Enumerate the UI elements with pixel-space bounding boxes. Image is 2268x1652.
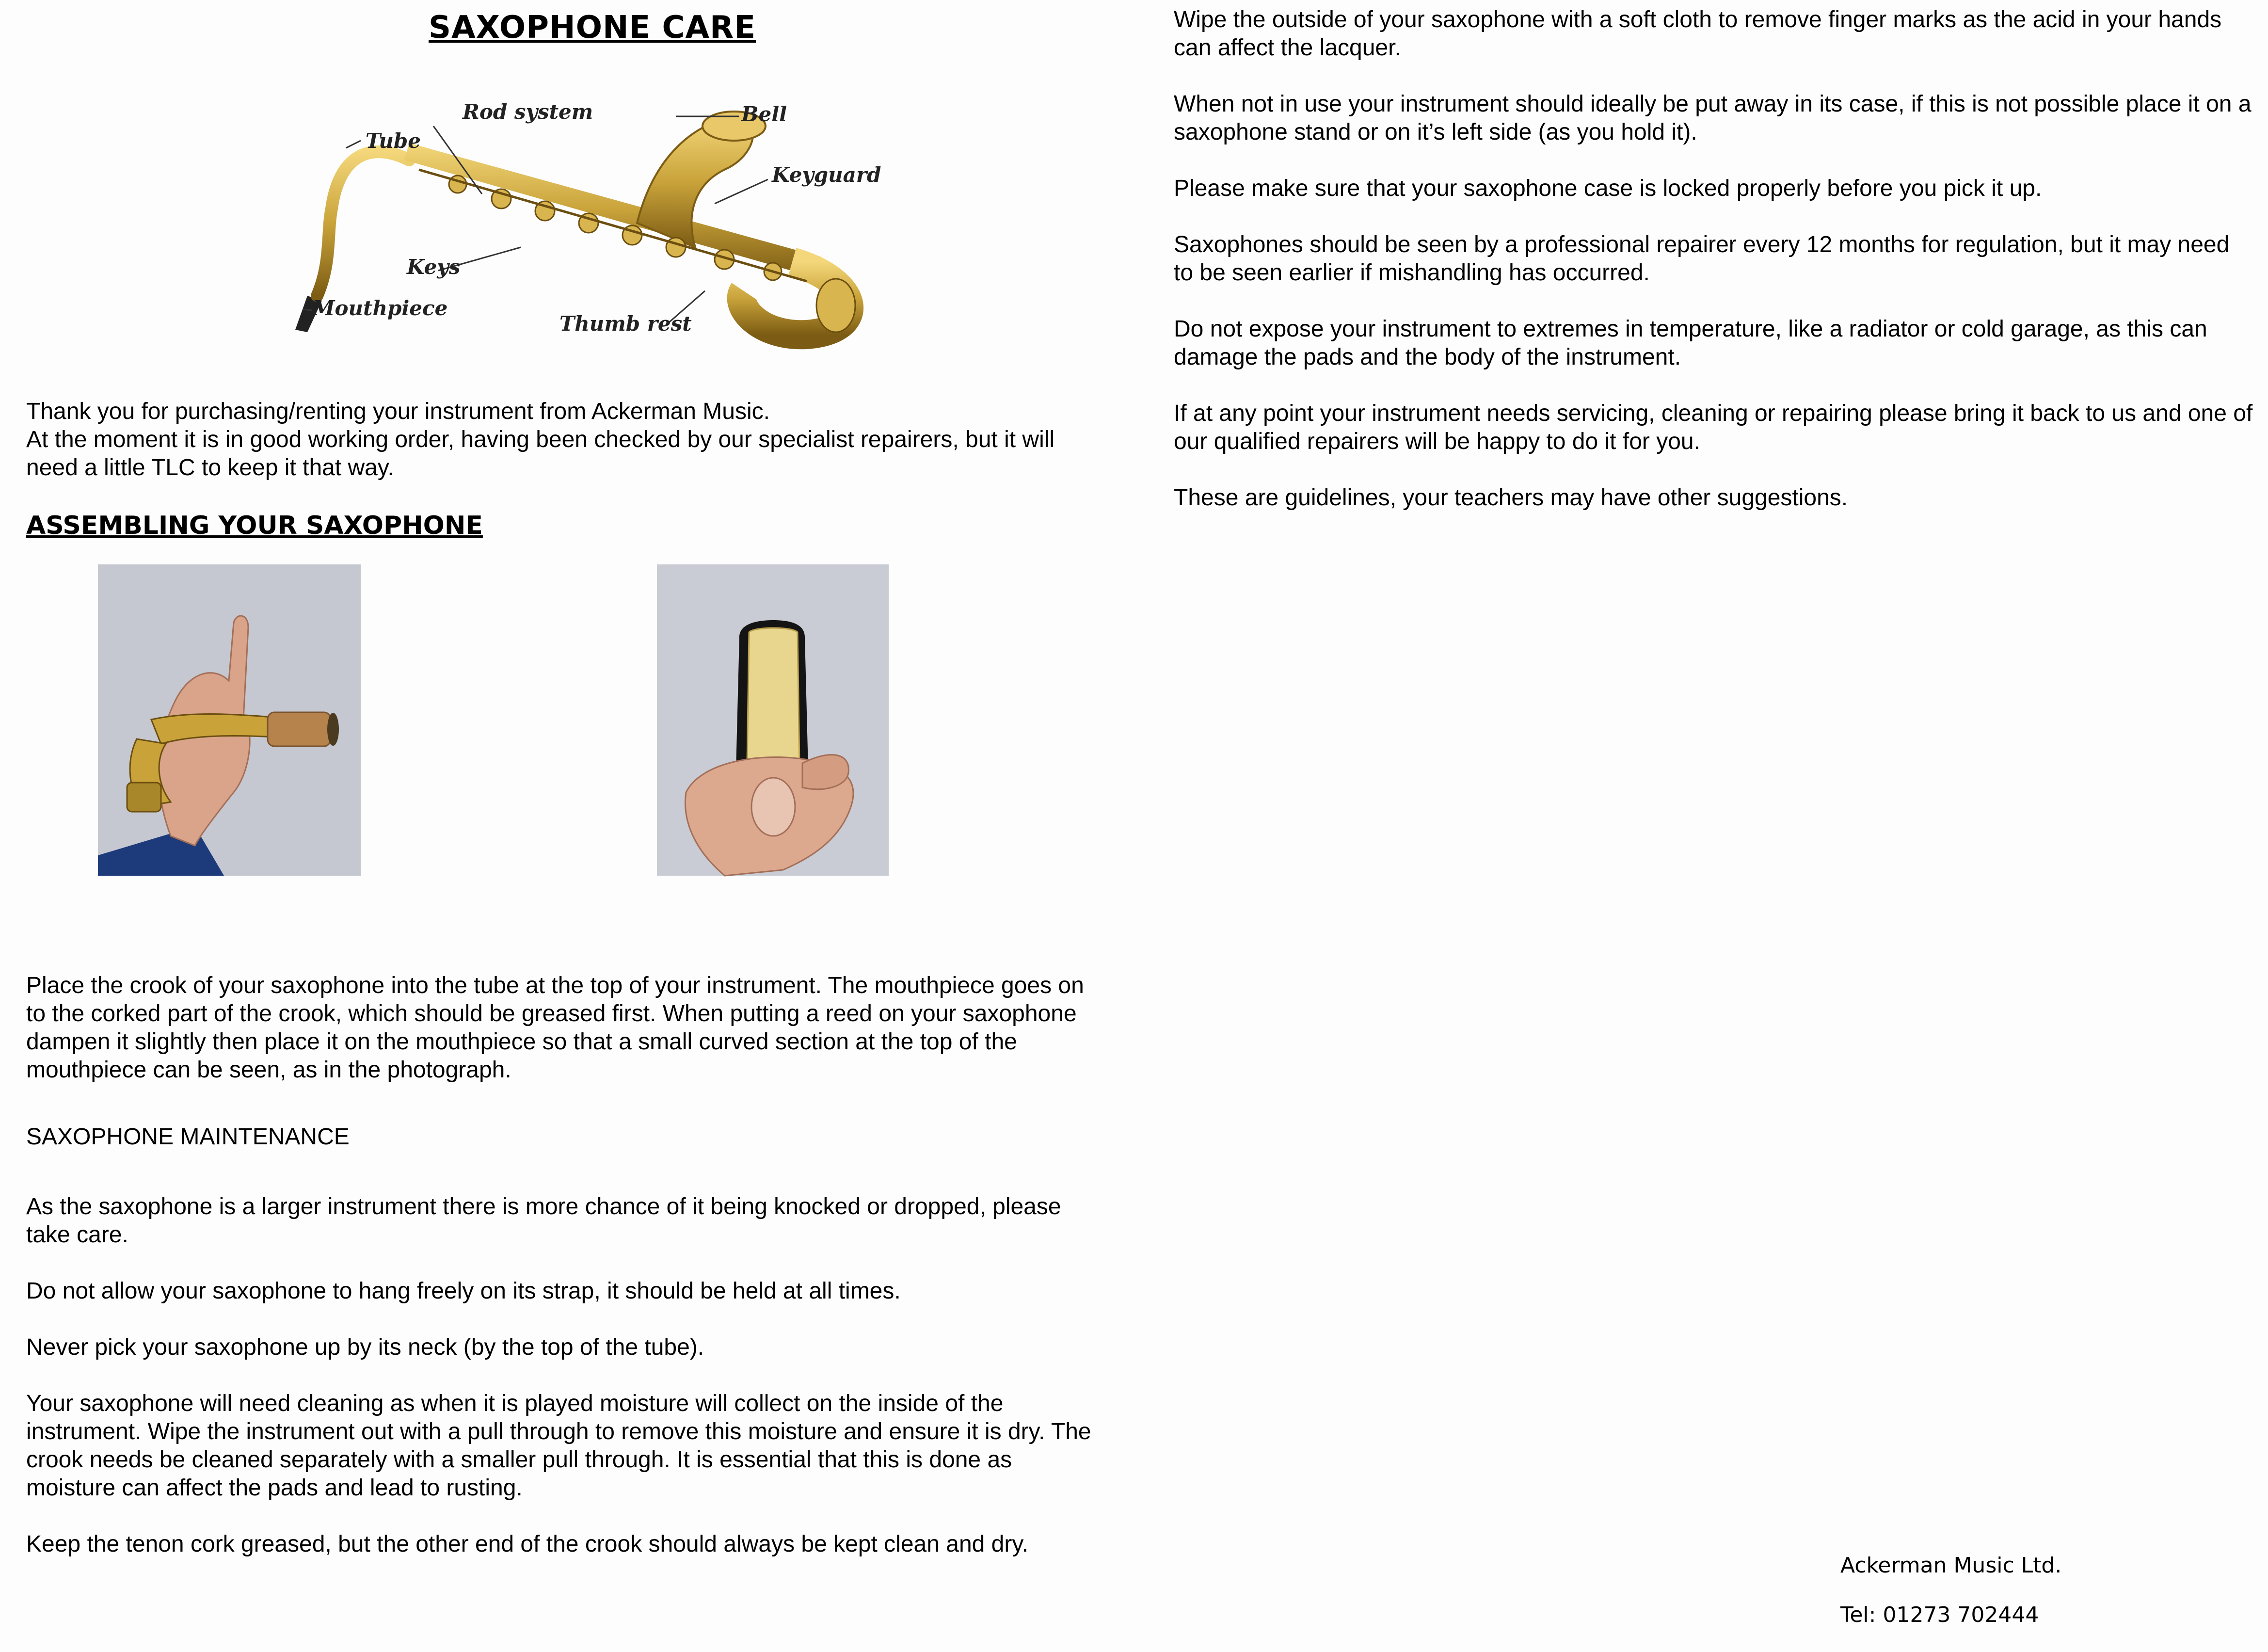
- assembling-text: Place the crook of your saxophone into the tube at the top of your instrument. The mouthpiece goes on to the corked part of the crook, which should be greased first. When putting a reed on your saxophone dampen it slightly then place it on the mouthpiece so that a small curved section at the top of the mouthpiece can be seen, as in the photograph.: [26, 973, 1084, 1083]
- rod-system-label: Rod system: [463, 100, 593, 124]
- assembling-heading: ASSEMBLING YOUR SAXOPHONE: [26, 511, 483, 540]
- bell-label: Bell: [741, 102, 787, 126]
- maintenance-left-2: Do not allow your saxophone to hang freely on its strap, it should be held at all times.: [26, 1278, 901, 1304]
- footer-spacer: [1840, 1578, 1874, 1603]
- keys-label: Keys: [407, 255, 461, 279]
- maintenance-left-5: Keep the tenon cork greased, but the other end of the crook should always be kept clean and dry.: [26, 1531, 1029, 1557]
- footer-company: Ackerman Music Ltd.: [1840, 1553, 2062, 1578]
- thumb-rest-label: Thumb rest: [559, 312, 692, 336]
- footer-phone: Tel: 01273 702444: [1840, 1603, 2039, 1627]
- maintenance-left-4: Your saxophone will need cleaning as when it is played moisture will collect on the inside of the instrument. Wipe the instrument out with a pull through to remove this moisture and ensure it is dry. The crook needs be cleaned separately with a smaller pull through. It is essential that this is done as moisture can affect the pads and lead to rusting.: [26, 1391, 1091, 1501]
- intro-line-1: Thank you for purchasing/renting your instrument from Ackerman Music.: [26, 399, 770, 424]
- maintenance-right-4: Saxophones should be seen by a professional repairer every 12 months for regulation, but it may need to be seen earlier if mishandling has occurred.: [1174, 232, 2230, 286]
- tube-label: Tube: [366, 129, 421, 153]
- keyguard-label: Keyguard: [772, 163, 881, 187]
- crook-shape: [317, 152, 409, 296]
- maintenance-right-2: When not in use your instrument should ideally be put away in its case, if this is not possible place it on a saxophone stand or on it’s left side (as you hold it).: [1174, 91, 2252, 145]
- mouthpiece-label: Mouthpiece: [312, 296, 448, 320]
- maintenance-right-7: These are guidelines, your teachers may have other suggestions.: [1174, 485, 1848, 511]
- saxophone-diagram: [249, 87, 909, 349]
- maintenance-left-1: As the saxophone is a larger instrument there is more chance of it being knocked or dropped, please take care.: [26, 1194, 1061, 1248]
- reed-photo-drawing: [657, 564, 889, 876]
- maintenance-left-3: Never pick your saxophone up by its neck (by the top of the tube).: [26, 1334, 704, 1360]
- reed-photo: [657, 564, 889, 876]
- maintenance-right-6: If at any point your instrument needs servicing, cleaning or repairing please bring it back to us and one of our qualified repairers will be happy to do it for you.: [1174, 401, 2253, 454]
- crook-photo-drawing: [98, 564, 361, 876]
- intro-line-2: At the moment it is in good working order, having been checked by our specialist repairers, but it will need a little TLC to keep it that way.: [26, 427, 1055, 481]
- footer: [1813, 1528, 2061, 1652]
- body-shape: [404, 143, 821, 276]
- maintenance-heading: SAXOPHONE MAINTENANCE: [26, 1124, 350, 1150]
- page-title: SAXOPHONE CARE: [429, 10, 756, 46]
- intro-text: [26, 398, 1093, 482]
- maintenance-right-1: Wipe the outside of your saxophone with a soft cloth to remove finger marks as the acid in your hands can affect the lacquer.: [1174, 7, 2222, 61]
- maintenance-right-5: Do not expose your instrument to extremes in temperature, like a radiator or cold garage, as this can damage the pads and the body of the instrument.: [1174, 316, 2207, 370]
- maintenance-right-3: Please make sure that your saxophone case is locked properly before you pick it up.: [1174, 176, 2042, 201]
- crook-photo: [98, 564, 361, 876]
